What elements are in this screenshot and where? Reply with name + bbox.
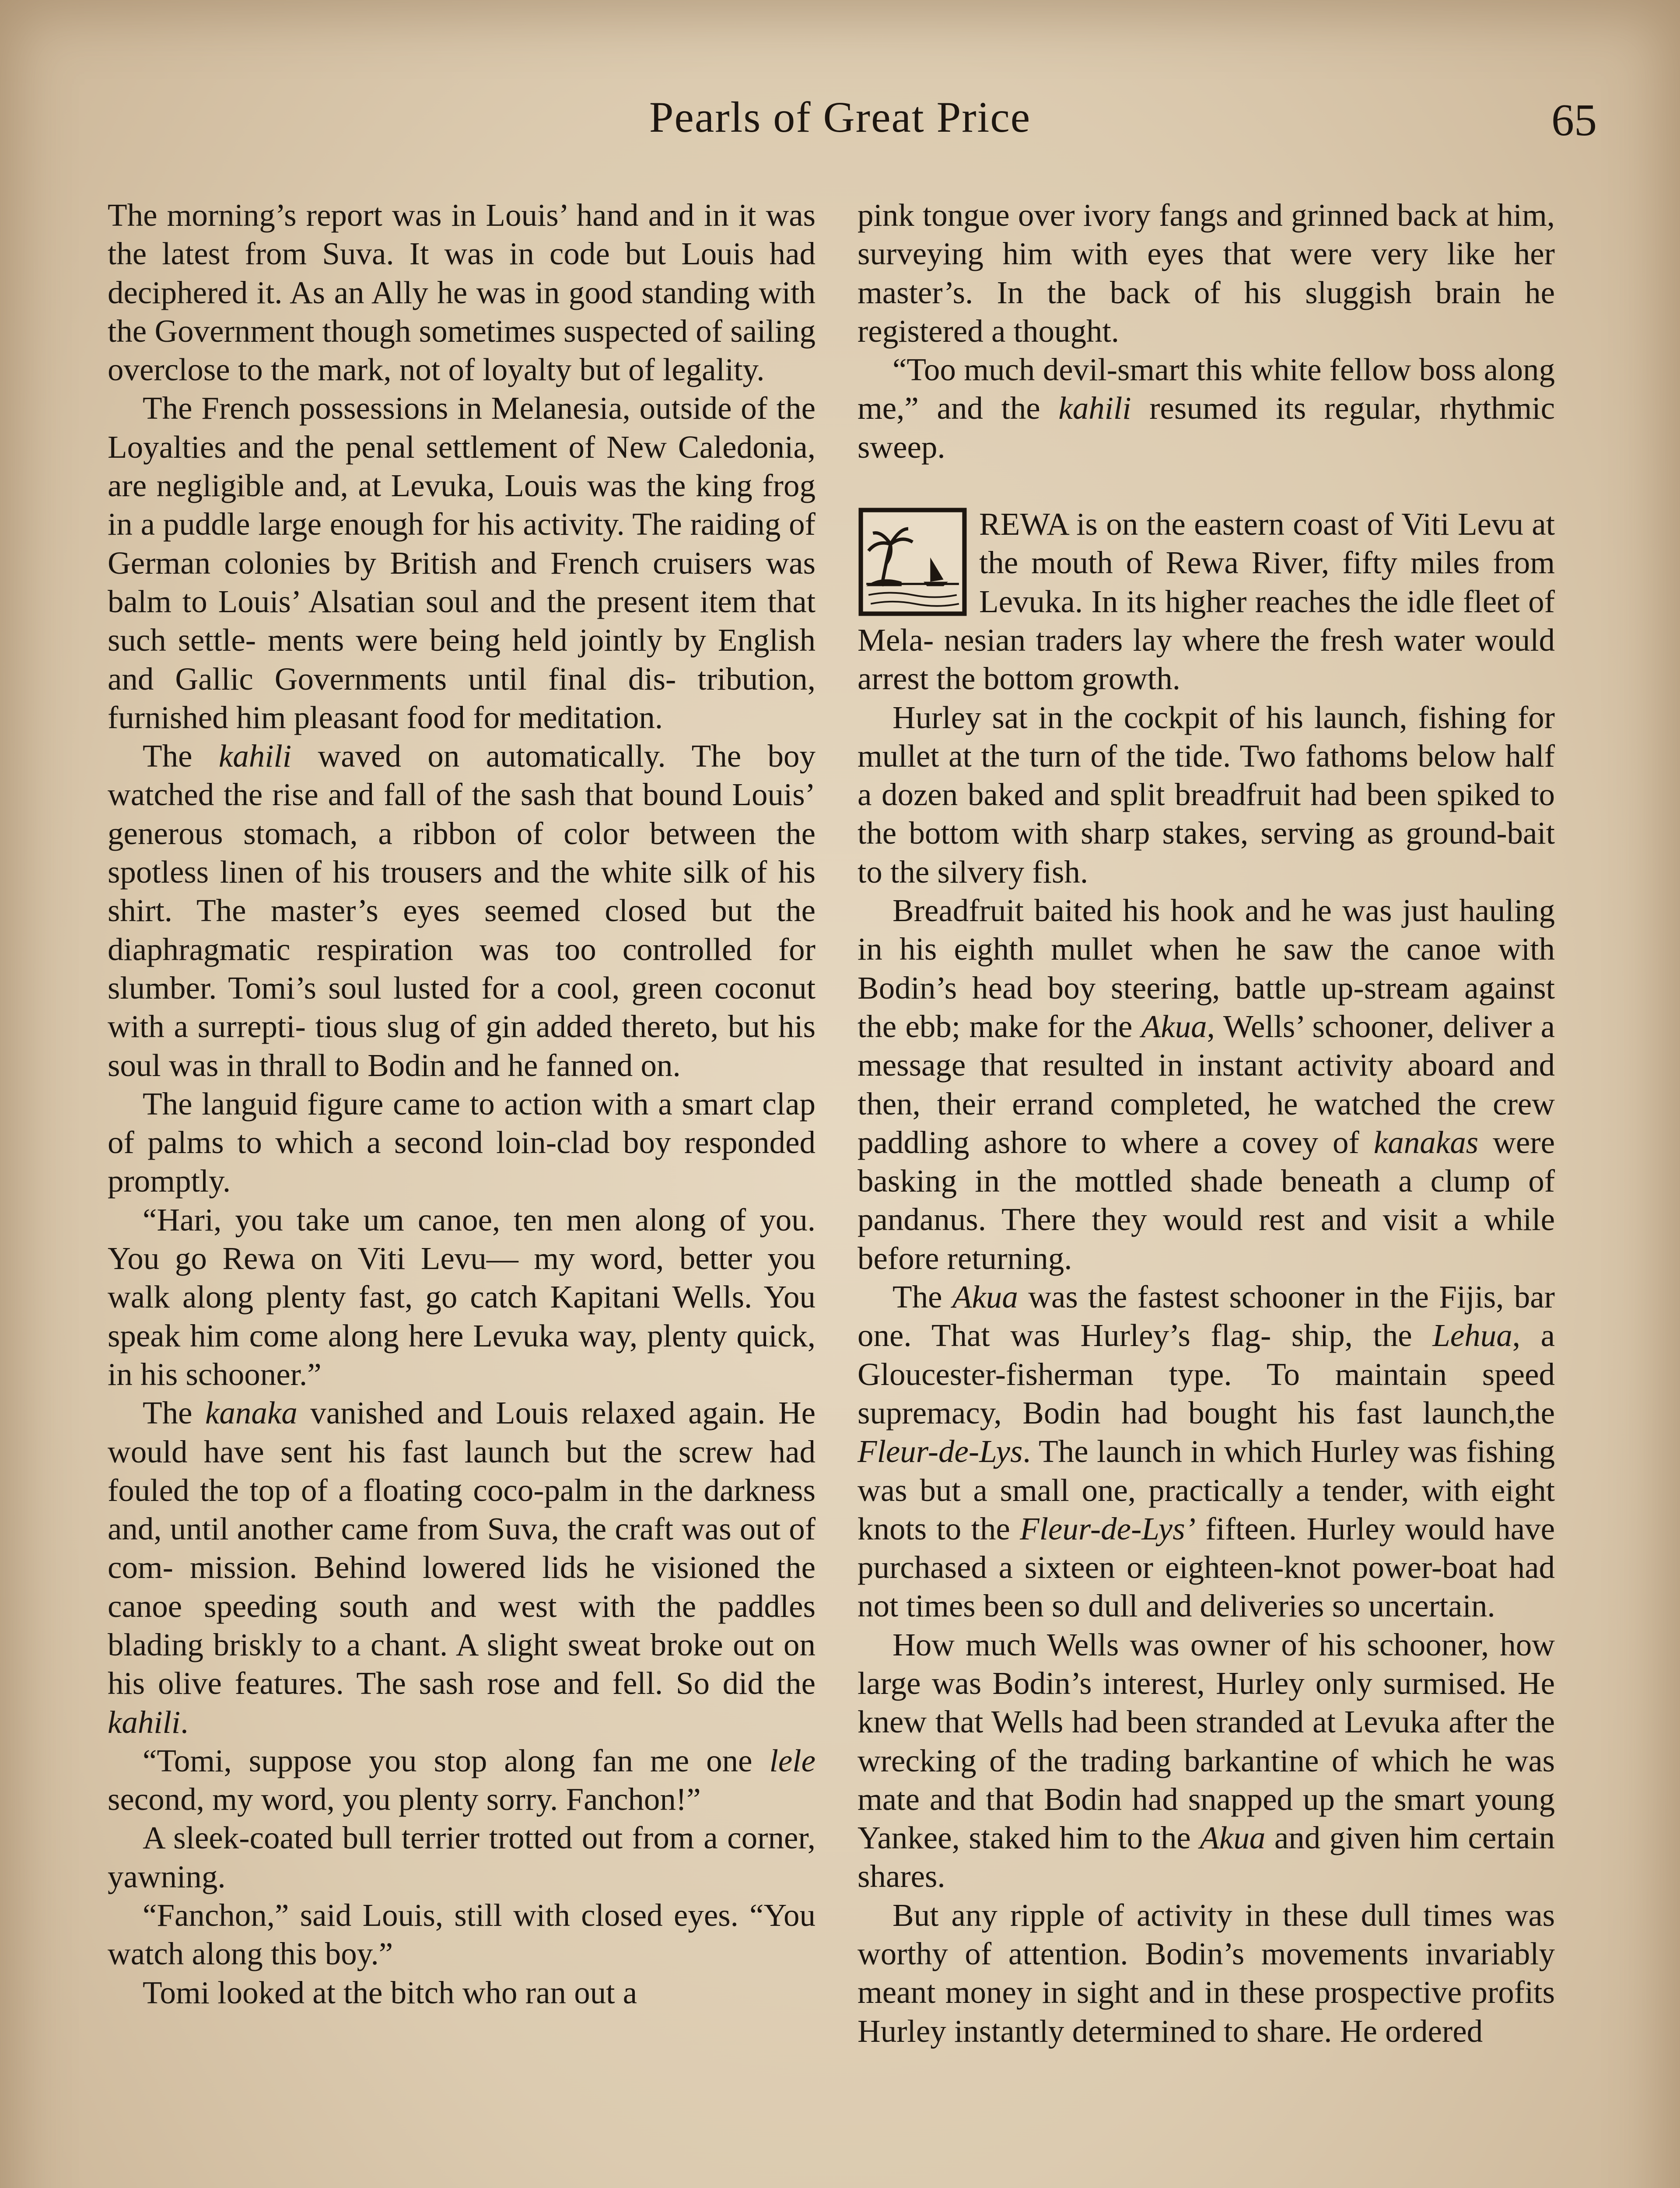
paragraph: The languid figure came to action with a smart clap of palms to which a second loin-clad boy responded promptly. <box>108 1086 816 1199</box>
paragraph: REWA is on the eastern coast of Viti Levu at the mouth of Rewa River, fifty miles from Levuka. In its higher reaches the idle fleet of Mela- nesian traders lay where the fresh water would arrest the bottom growth. <box>858 506 1555 697</box>
paragraph: “Too much devil-smart this white fellow boss along me,” and the kahili resumed its regular, rhythmic sweep. <box>858 352 1555 465</box>
paragraph: Hurley sat in the cockpit of his launch, fishing for mullet at the turn of the tide. Two fathoms below half a dozen baked and split breadfruit had been spiked to the bottom with sharp stakes, serving as ground-bait to the silvery fish. <box>858 699 1555 890</box>
running-header-title: Pearls of Great Price <box>649 93 1031 141</box>
paragraph: How much Wells was owner of his schooner, how large was Bodin’s interest, Hurley only surmised. He knew that Wells had been stranded at Levuka after the wrecking of the trading barkantine of which he was mate and that Bodin had snapped up the smart young Yankee, staked him to the Akua and given him certain shares. <box>858 1627 1555 1894</box>
paragraph: Tomi looked at the bitch who ran out a <box>143 1974 637 2010</box>
paragraph: The kahili waved on automatically. The boy watched the rise and fall of the sash that bound Louis’ generous stomach, a ribbon of color between the spotless linen of his trousers and the white silk of his shirt. The master’s eyes seemed closed but the diaphragmatic respiration was too controlled for slumber. Tomi’s soul lusted for a cool, green coconut with a surrepti- tious slug of gin added thereto, but his soul was in thrall to Bodin and he fanned on. <box>108 738 816 1083</box>
paragraph: “Hari, you take um canoe, ten men along of you. You go Rewa on Viti Levu— my word, better you walk along plenty fast, go catch Kapitani Wells. You speak him come along here Levuka way, plenty quick, in his schooner.” <box>108 1202 816 1392</box>
paragraph: The French possessions in Melanesia, outside of the Loyalties and the penal settlement of New Caledonia, are negligible and, at Levuka, Louis was the king frog in a puddle large enough for his activity. The raiding of German colonies by British and French cruisers was balm to Louis’ Alsatian soul and the present item that such settle- ments were being held jointly by English and Gallic Governments until final dis- tribution, furnished him pleasant food for meditation. <box>108 390 816 735</box>
paragraph: “Fanchon,” said Louis, still with closed eyes. “You watch along this boy.” <box>108 1897 816 1972</box>
right-text-column <box>858 196 1555 2051</box>
paragraph: A sleek-coated bull terrier trotted out from a corner, yawning. <box>108 1820 816 1894</box>
palm-island-sailboat-icon <box>858 507 968 617</box>
left-text-column <box>108 196 816 2012</box>
paragraph: Breadfruit baited his hook and he was just hauling in his eighth mullet when he saw the canoe with Bodin’s head boy steering, battle up-stream against the ebb; make for the Akua, Wells’ schooner, deliver a message that resulted in instant activity aboard and then, their errand completed, he watched the crew paddling ashore to where a covey of kanakas were basking in the mottled shade beneath a clump of pandanus. There they would rest and visit a while before returning. <box>858 893 1555 1276</box>
paragraph: “Tomi, suppose you stop along fan me one lele second, my word, you plenty sorry. Fanchon!” <box>108 1743 816 1817</box>
section-opening <box>858 505 1555 698</box>
paragraph: But any ripple of activity in these dull times was worthy of attention. Bodin’s movements invariably meant money in sight and in these prospective profits Hurley instantly determined to share. He ordered <box>858 1897 1555 2049</box>
paragraph: pink tongue over ivory fangs and grinned back at him, surveying him with eyes that were very like her master’s. In the back of his sluggish brain he registered a thought. <box>858 197 1555 349</box>
paragraph: The kanaka vanished and Louis relaxed again. He would have sent his fast launch but the screw had fouled the top of a floating coco-palm in the darkness and, until another came from Suva, the craft was out of com- mission. Behind lowered lids he visioned the canoe speeding south and west with the paddles blading briskly to a chant. A slight sweat broke out on his olive features. The sash rose and fell. So did the kahili. <box>108 1395 816 1740</box>
page-number: 65 <box>1551 95 1597 145</box>
paragraph: The Akua was the fastest schooner in the Fijis, bar one. That was Hurley’s flag- ship, the Lehua, a Gloucester-fisherman type. To maintain speed supremacy, Bodin had bought his fast launch,the Fleur-de-Lys. The launch in which Hurley was fishing was but a small one, practically a tender, with eight knots to the Fleur-de-Lys’ fifteen. Hurley would have purchased a sixteen or eighteen-knot power-boat had not times been so dull and deliveries so uncertain. <box>858 1279 1555 1624</box>
paragraph: The morning’s report was in Louis’ hand and in it was the latest from Suva. It was in code but Louis had deciphered it. As an Ally he was in good standing with the Government though sometimes suspected of sailing overclose to the mark, not of loyalty but of legality. <box>108 197 816 388</box>
